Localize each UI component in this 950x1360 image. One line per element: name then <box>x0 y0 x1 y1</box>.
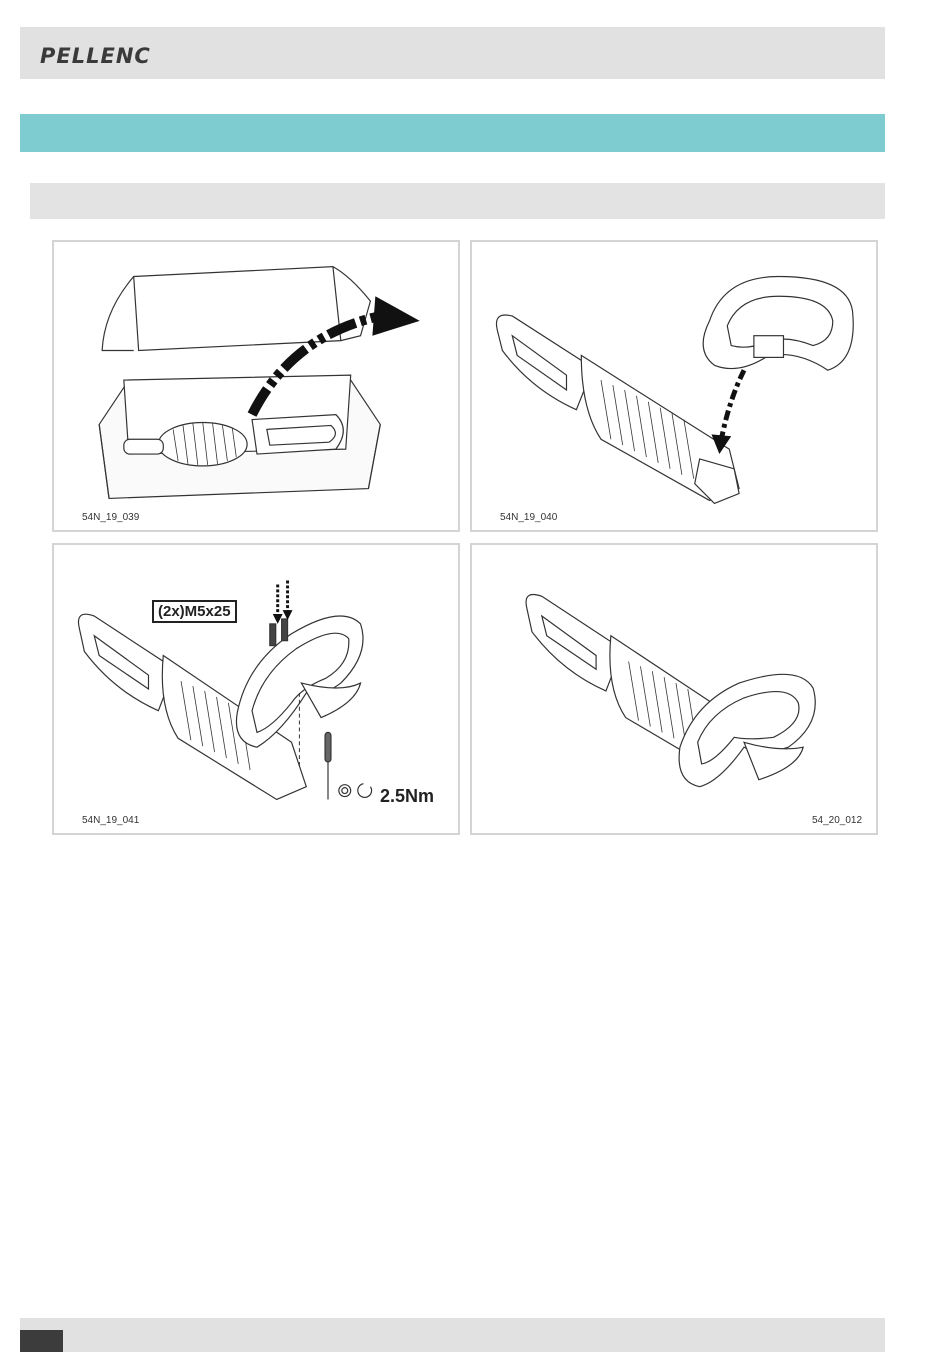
figure-code: 54N_19_041 <box>82 815 140 826</box>
assembled-tool-illustration <box>472 545 876 833</box>
unboxing-illustration <box>54 242 458 530</box>
subsection-title-bar <box>30 183 885 219</box>
footer-page-tab <box>20 1330 63 1352</box>
figure-panel-3 <box>52 543 460 835</box>
section-title-bar <box>20 114 885 152</box>
brand-logo: PELLENC <box>40 44 151 68</box>
torque-value: 2.5Nm <box>380 786 435 806</box>
footer-bar <box>20 1318 885 1352</box>
figure-code: 54N_19_040 <box>500 512 558 523</box>
figure-code: 54_20_012 <box>812 815 863 826</box>
figure-panel-2 <box>470 240 878 532</box>
handle-removal-illustration <box>472 242 876 530</box>
figure-panel-4 <box>470 543 878 835</box>
figure-panel-1 <box>52 240 460 532</box>
figure-code: 54N_19_039 <box>82 512 140 523</box>
screw-spec-label: (2x)M5x25 <box>152 600 237 623</box>
